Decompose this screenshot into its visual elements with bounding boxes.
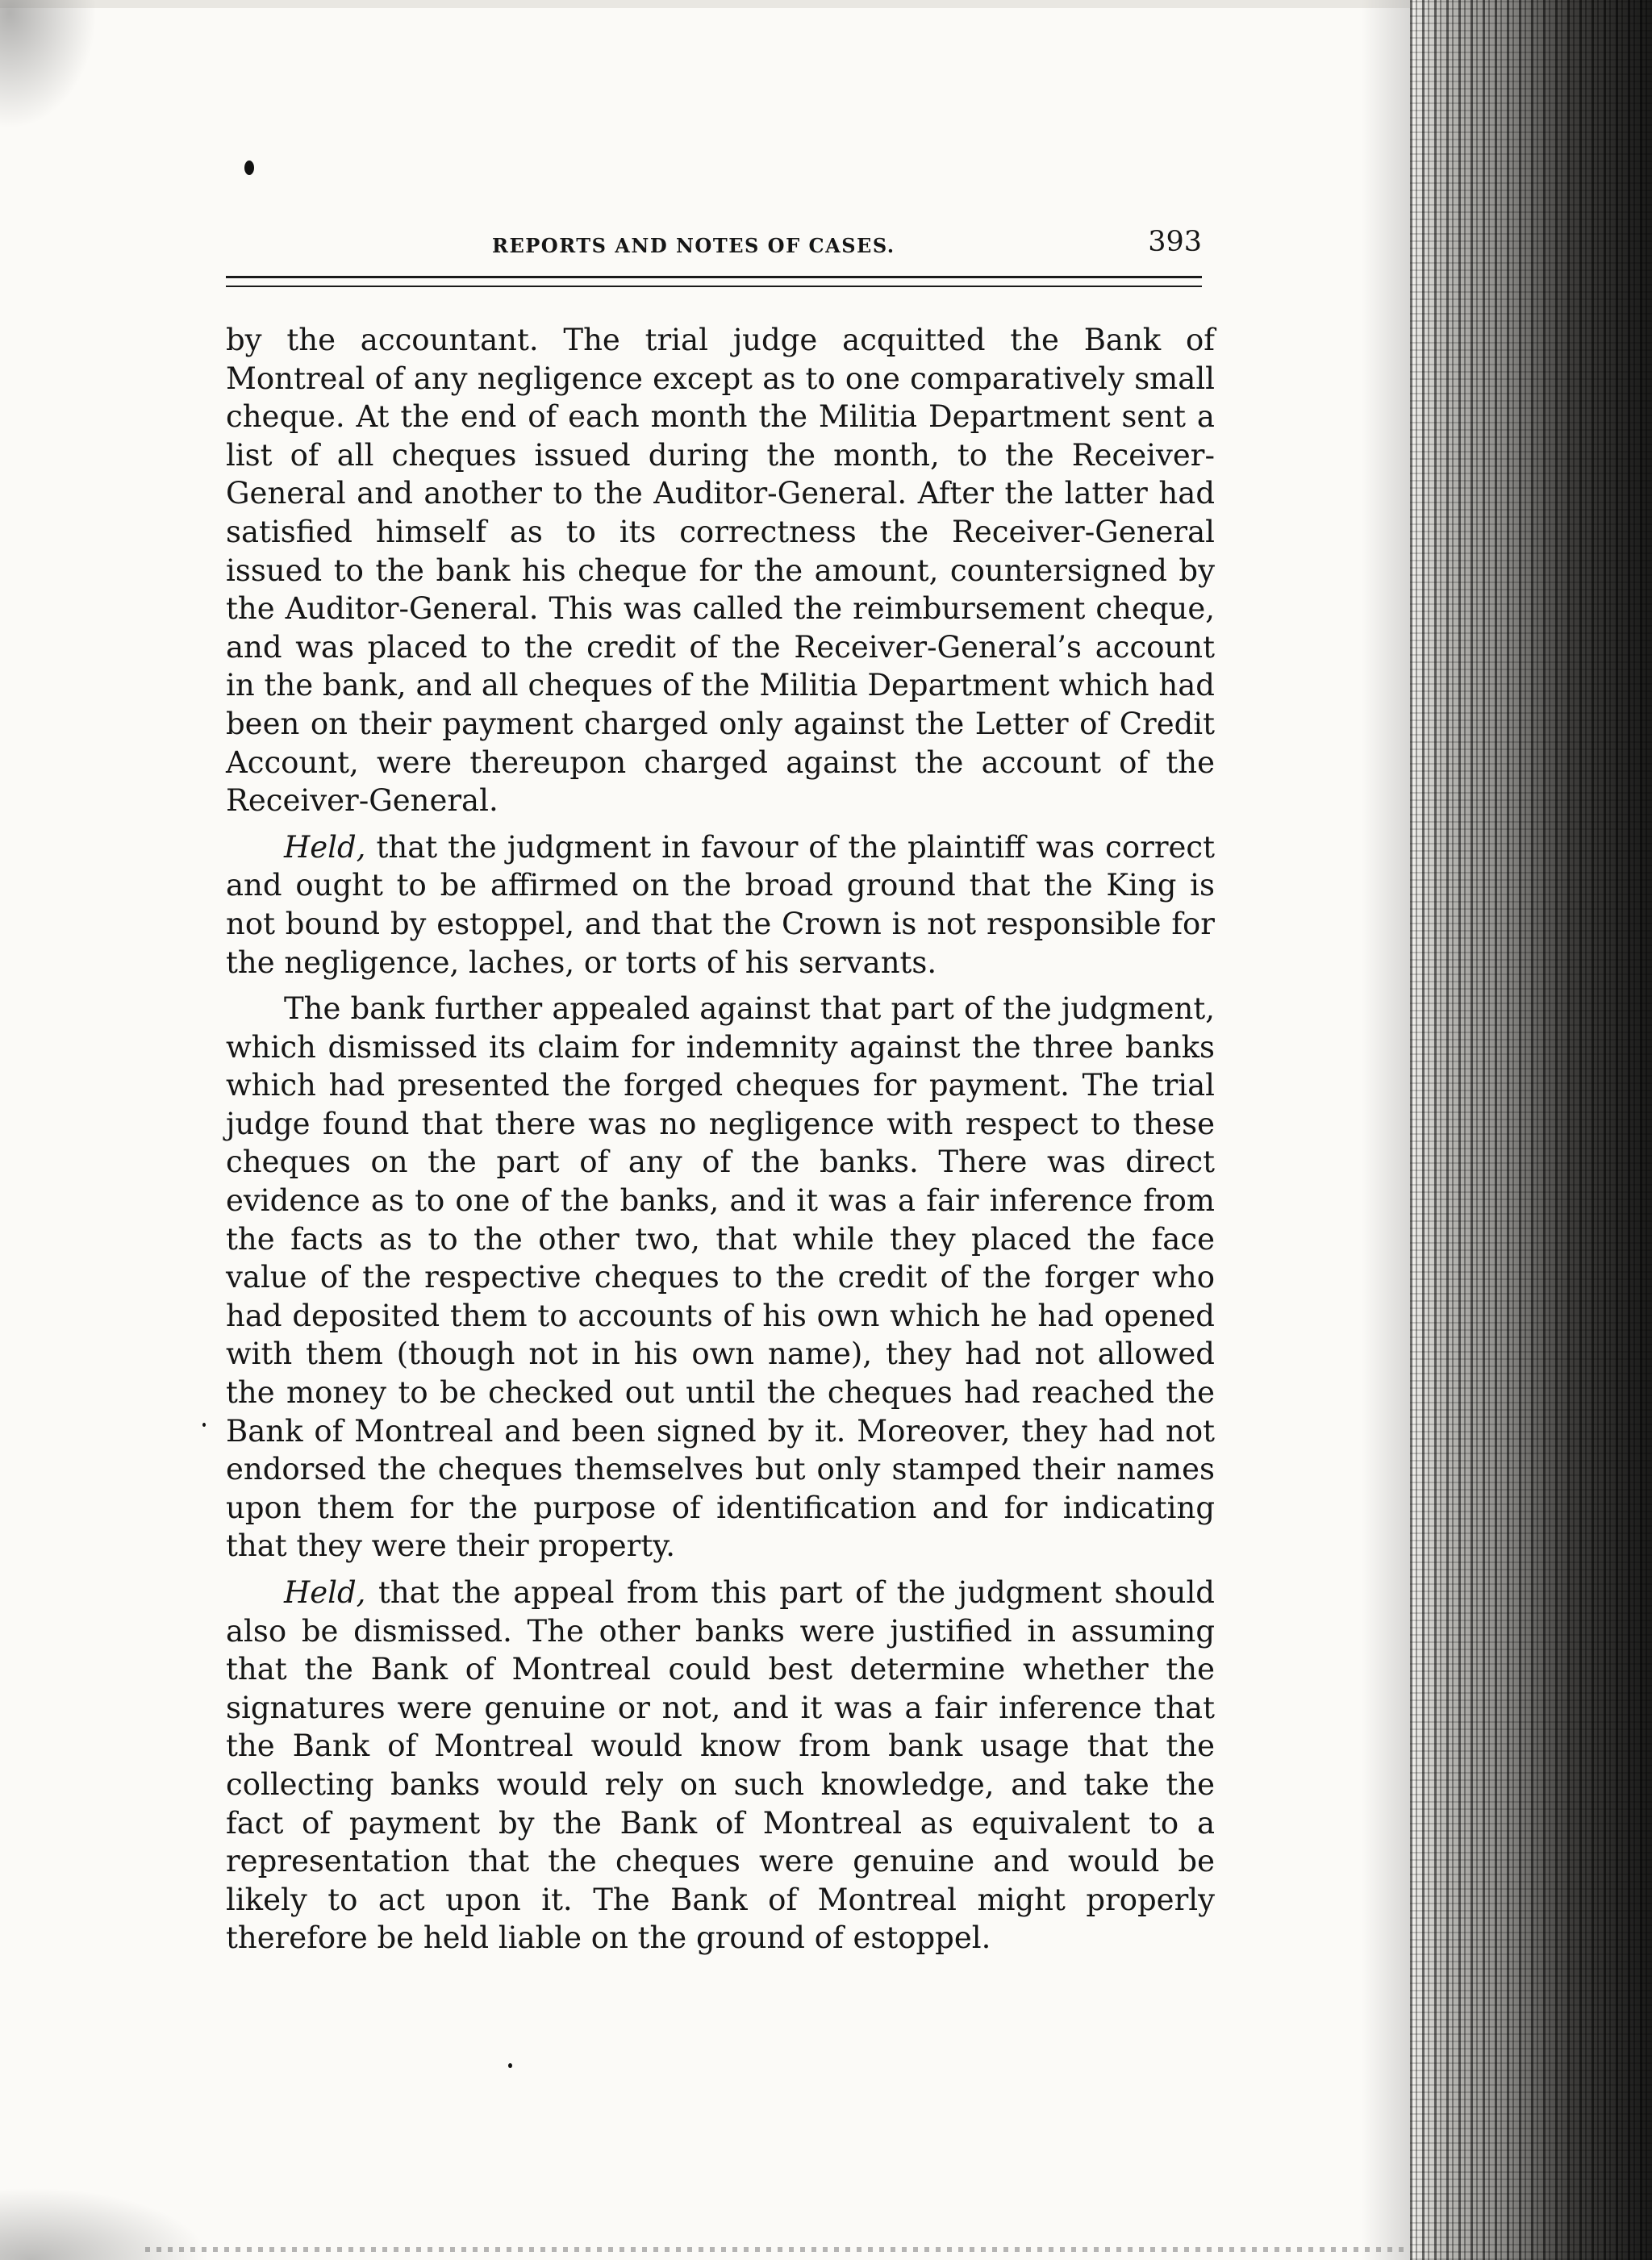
scan-smudge-top-left [0,0,97,129]
running-head: REPORTS AND NOTES OF CASES. [492,234,895,257]
page-stack-edge [1410,0,1652,2260]
header-rule-top [226,276,1202,278]
paragraph [226,321,1215,820]
ink-speck [202,1423,206,1427]
gutter-shadow [1362,0,1410,2260]
paragraph-text: The bank further appealed against that part of the judgment, which dismissed its claim for indemnity against the three banks which had presented the forged cheques for payment. The trial judge found that there was no negligence with respect to these cheques on the part of any of the banks. There was direct evidence as to one of the banks, and it was a fair inference from the facts as to the other two, that while they placed the face value of the respective cheques to the credit of the forger who had deposited them to accounts of his own which he had opened with them (though not in his own name), they had not allowed the money to be checked out until the cheques had reached the Bank of Montreal and been signed by it. Moreover, they had not endorsed the cheques themselves but only stamped their names upon them for the purpose of identification and for indicating that they were their property. [226,991,1215,1564]
header-rule-bottom [226,286,1202,287]
page-header [226,226,1202,274]
ink-speck [244,161,254,175]
body-text [226,321,1215,1958]
paragraph-text: that the judgment in favour of the plaintiff was correct and ought to be affirmed on the broad ground that the King is not bound by estoppel, and that the Crown is not responsible for the negligence, laches, or torts of his servants. [226,829,1215,980]
paragraph-lead: Held, [284,1575,366,1610]
paragraph [226,828,1215,982]
paragraph-lead: Held, [284,829,366,865]
paragraph-text: by the accountant. The trial judge acquitted the Bank of Montreal of any negligence except as to one comparatively small cheque. At the end of each month the Militia Department sent a list of all cheques issued during the month, to the Receiver-General and another to the Auditor-General. After the latter had satisfied himself as to its correctness the Receiver-General issued to the bank his cheque for the amount, countersigned by the Auditor-General. This was called the reimbursement cheque, and was placed to the credit of the Receiver-General’s account in the bank, and all cheques of the Militia Department which had been on their payment charged only against the Letter of Credit Account, were thereupon charged against the account of the Receiver-General. [226,323,1215,819]
paragraph [226,1574,1215,1958]
scan-bottom-edge [145,2247,1404,2252]
paragraph [226,990,1215,1566]
ink-speck [508,2063,512,2068]
scan-top-edge [0,0,1420,8]
page-number: 393 [1148,226,1202,258]
paragraph-text: that the appeal from this part of the judgment should also be dismissed. The other banks were justified in assuming that the Bank of Montreal could best determine whether the signatures were genuine or not, and it was a fair inference that the Bank of Montreal would know from bank usage that the collecting banks would rely on such knowledge, and take the fact of payment by the Bank of Montreal as equivalent to a representation that the cheques were genuine and would be likely to act upon it. The Bank of Montreal might properly therefore be held liable on the ground of estoppel. [226,1575,1215,1956]
